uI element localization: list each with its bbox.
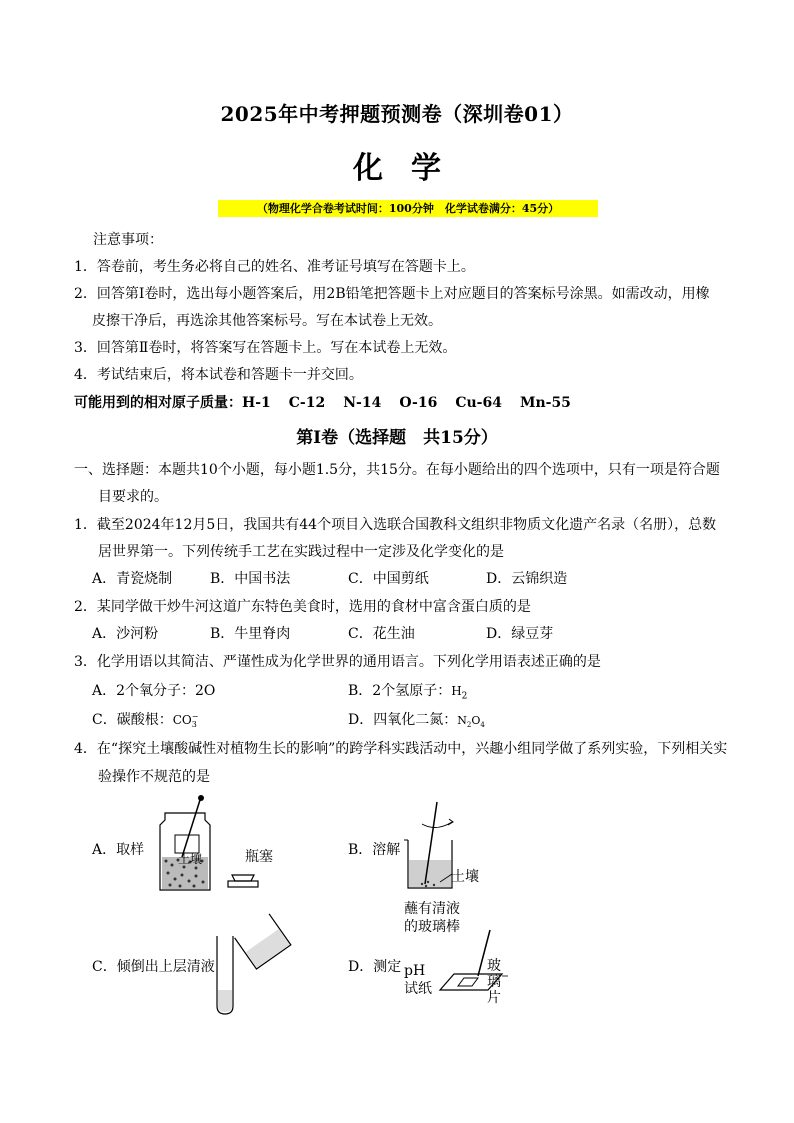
label-soil-b: 土壤 — [451, 869, 479, 885]
subject-title: 化学 — [353, 151, 469, 186]
label-glass-2: 璃 — [487, 974, 501, 990]
q2-stem: 2．某同学做干炒牛河这道广东特色美食时，选用的食材中富含蛋白质的是 — [74, 599, 531, 615]
atomic-masses — [74, 392, 571, 412]
label-stopper: 瓶塞 — [245, 849, 273, 865]
mass-h: H-1 — [242, 395, 271, 411]
q1-option-a: A．青瓷烧制 — [92, 571, 173, 587]
q3-option-c — [92, 709, 198, 729]
mass-o: O-16 — [399, 395, 438, 411]
q2-option-c: C．花生油 — [348, 626, 415, 642]
q2-option-a: A．沙河粉 — [92, 626, 159, 642]
mass-n: N-14 — [343, 395, 382, 411]
q2-option-d: D．绿豆芽 — [486, 626, 554, 642]
formula-co3: CO − 3 — [172, 711, 199, 729]
section-title: 第Ⅰ卷（选择题 共15分） — [296, 428, 498, 448]
formula-n2o4: $N_2O_4$ — [457, 714, 485, 730]
note-item-1: 1．答卷前，考生务必将自己的姓名、准考证号填写在答题卡上。 — [74, 259, 475, 275]
atomic-masses-label: 可能用到的相对原子质量： — [74, 395, 242, 411]
note-item-4: 4．考试结束后，将本试卷和答题卡一并交回。 — [74, 367, 363, 383]
q4-option-b: B．溶解 — [348, 842, 401, 858]
section-instruction-2: 目要求的。 — [98, 489, 168, 505]
page-title: 2025年中考押题预测卷（深圳卷01） — [220, 102, 574, 126]
label-glass-1: 玻 — [487, 958, 501, 974]
label-soil-a: 土壤 — [178, 852, 203, 866]
label-glass-slide — [487, 958, 501, 1006]
note-item-2-cont: 皮擦干净后，再选涂其他答案标号。写在本试卷上无效。 — [92, 313, 442, 329]
notes-heading: 注意事项： — [93, 232, 163, 248]
figure-d-ph-test — [440, 930, 520, 1000]
q4-option-d: D．测定 — [348, 959, 402, 975]
exam-info-banner: （物理化学合卷考试时间：100分钟 化学试卷满分：45分） — [218, 200, 598, 217]
q2-option-b: B．牛里脊肉 — [210, 626, 291, 642]
q3-option-b — [348, 680, 467, 701]
label-rod — [404, 900, 460, 936]
q1-stem-1: 1．截至2024年12月5日，我国共有44个项目入选联合国教科文组织非物质文化遗产名录（名册），总数 — [74, 517, 717, 533]
q1-stem-2: 居世界第一。下列传统手工艺在实践过程中一定涉及化学变化的是 — [98, 544, 504, 560]
mass-mn: Mn-55 — [519, 395, 571, 411]
q4-option-a: A．取样 — [92, 842, 145, 858]
label-ph-line2: 试纸 — [404, 981, 432, 997]
q3-option-d-label: D．四氧化二氮： — [348, 712, 458, 728]
note-item-2: 2．回答第Ⅰ卷时，选出每小题答案后，用2B铅笔把答题卡上对应题目的答案标号涂黑。如需改动，用橡 — [74, 286, 710, 302]
q3-option-c-label: C．碳酸根： — [92, 712, 173, 728]
label-ph-line1: pH — [404, 963, 426, 979]
q4-stem-2: 验操作不规范的是 — [98, 769, 210, 785]
mass-cu: Cu-64 — [455, 395, 502, 411]
q1-option-b: B．中国书法 — [210, 571, 291, 587]
figure-a-sampling — [150, 795, 290, 895]
q4-option-c: C．倾倒出上层清液 — [92, 959, 215, 975]
note-item-3: 3．回答第Ⅱ卷时，将答案写在答题卡上。写在本试卷上无效。 — [74, 340, 457, 356]
q3-stem: 3．化学用语以其简洁、严谨性成为化学世界的通用语言。下列化学用语表述正确的是 — [74, 654, 601, 670]
q1-option-c: C．中国剪纸 — [348, 571, 429, 587]
q1-option-d: D．云锦织造 — [486, 571, 568, 587]
label-glass-3: 片 — [487, 990, 501, 1006]
label-rod-line1: 蘸有清液 — [404, 901, 460, 917]
q4-stem-1: 4．在“探究土壤酸碱性对植物生长的影响”的跨学科实践活动中，兴趣小组同学做了系列实验，下列相关实 — [74, 741, 728, 757]
mass-c: C-12 — [288, 395, 326, 411]
label-rod-line2: 的玻璃棒 — [404, 919, 460, 935]
figure-c-pouring — [205, 910, 300, 1020]
label-ph-paper — [404, 962, 432, 998]
q3-option-d — [348, 709, 485, 729]
q3-option-b-label: B．2个氢原子： — [348, 683, 452, 699]
section-instruction-1: 一、选择题：本题共10个小题，每小题1.5分，共15分。在每小题给出的四个选项中，只有一项是符合题 — [74, 462, 720, 478]
q3-option-a: A．2个氧分子：2O — [92, 683, 216, 699]
formula-h2: $H_2$ — [451, 684, 468, 702]
